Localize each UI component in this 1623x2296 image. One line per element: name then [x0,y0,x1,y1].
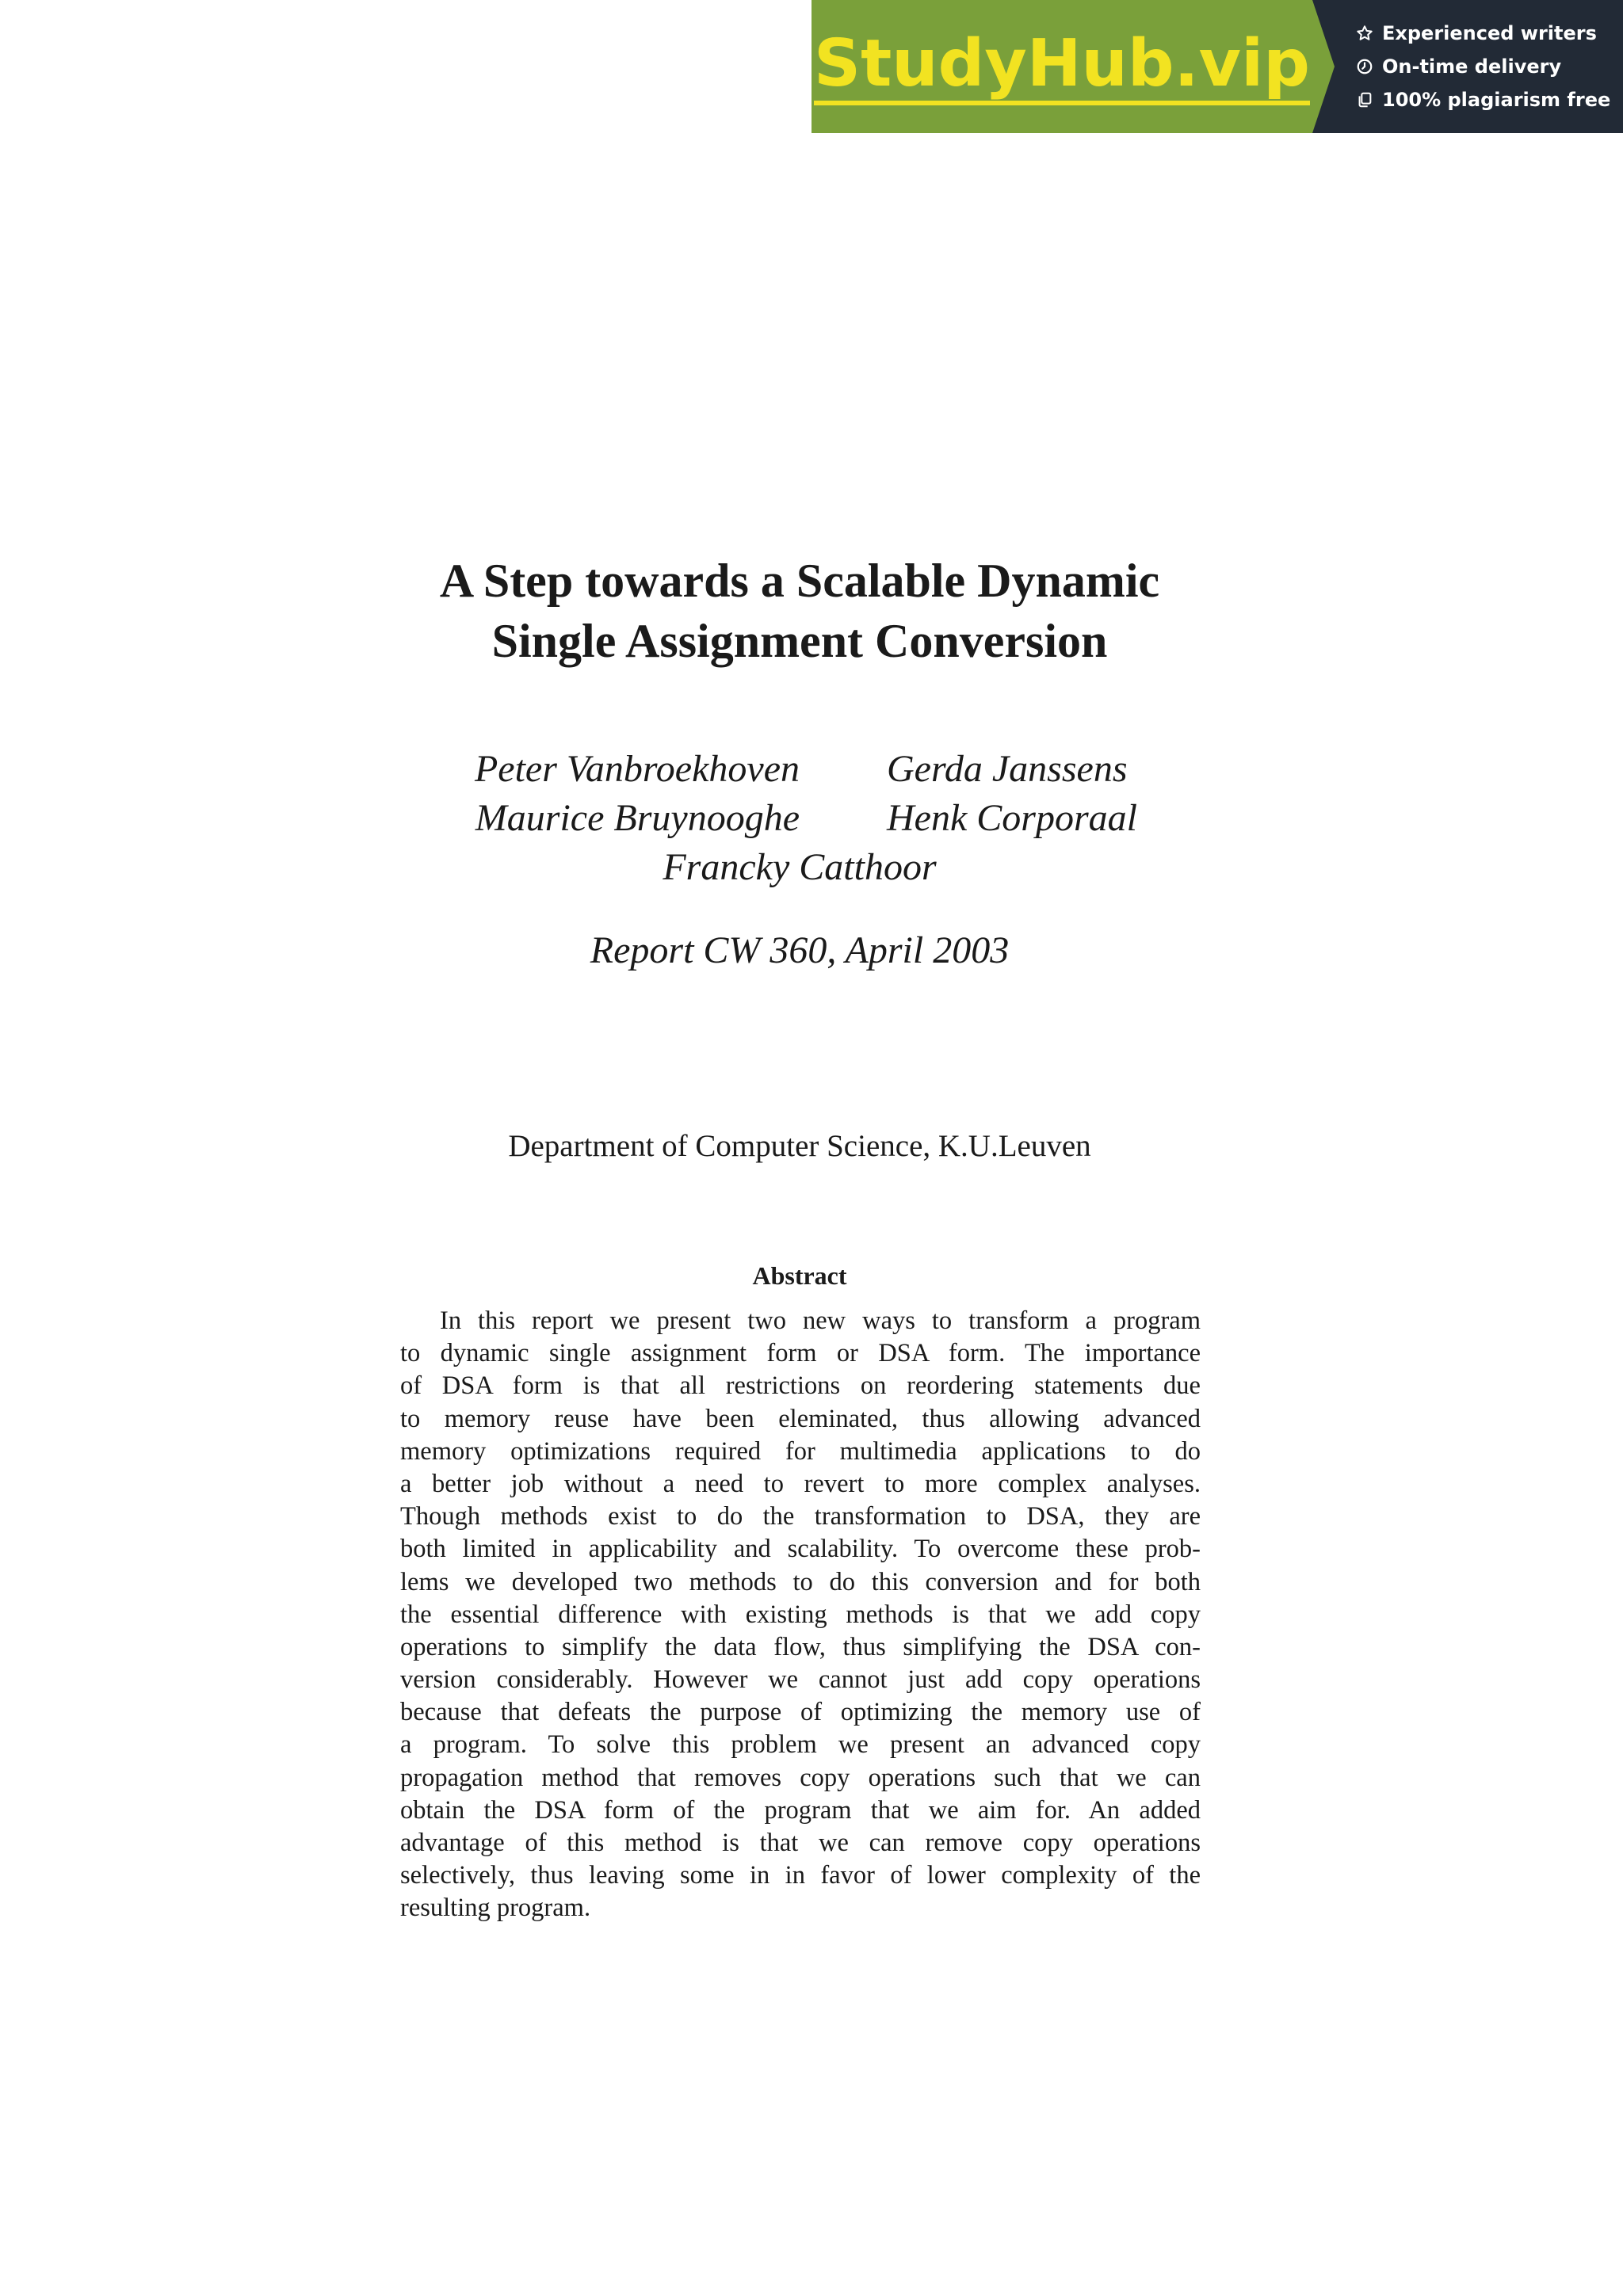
abstract-line: the essential difference with existing methods is that we add copy [400,1600,1201,1629]
abstract-line: to dynamic single assignment form or DSA form. The importance [400,1339,1201,1368]
feature-item [1355,21,1623,46]
abstract-line: lems we developed two methods to do this conversion and for both [400,1567,1201,1596]
star-outline-icon [1355,24,1374,43]
abstract-line: advantage of this method is that we can remove copy operations [400,1829,1201,1857]
abstract-line: because that defeats the purpose of optimizing the memory use of [400,1698,1201,1727]
author-list [0,745,1599,892]
title-line: A Step towards a Scalable Dynamic [439,555,1160,607]
copy-icon [1355,90,1374,109]
author-name: Henk Corporaal [887,797,1137,839]
author-name: Francky Catthoor [663,846,937,888]
department: Department of Computer Science, K.U.Leuven [508,1129,1091,1163]
feature-label: 100% plagiarism free [1382,89,1611,111]
feature-label: Experienced writers [1382,22,1597,44]
abstract-line: version considerably. However we cannot just add copy operations [400,1665,1201,1695]
abstract-line: Though methods exist to do the transformation to DSA, they are [400,1502,1201,1531]
author-name: Maurice Bruynooghe [475,797,800,839]
abstract-line: operations to simplify the data flow, thus simplifying the DSA con- [400,1632,1201,1661]
abstract-line: resulting program. [400,1894,591,1923]
report-number: Report CW 360, April 2003 [590,929,1010,971]
feature-item [1355,87,1623,113]
clock-icon [1355,57,1374,76]
title-line: Single Assignment Conversion [491,615,1108,667]
abstract-line: selectively, thus leaving some in in favor of lower complexity of the [400,1861,1201,1890]
brand-logo[interactable] [812,0,1312,133]
author-name: Peter Vanbroekhoven [474,748,800,790]
abstract-line: both limited in applicability and scalability. To overcome these prob- [400,1535,1201,1564]
abstract-line: obtain the DSA form of the program that we aim for. An added [400,1795,1201,1825]
abstract-line: of DSA form is that all restrictions on reordering statements due [400,1371,1201,1401]
feature-list [1312,0,1623,133]
feature-label: On-time delivery [1382,55,1562,78]
author-name: Gerda Janssens [887,748,1128,790]
abstract-line: propagation method that removes copy operations such that we can [400,1763,1201,1792]
feature-item [1355,54,1623,79]
abstract-line: to memory reuse have been eleminated, thus allowing advanced [400,1404,1201,1433]
promo-banner[interactable] [812,0,1623,133]
abstract-line: memory optimizations required for multimedia applications to do [400,1436,1201,1466]
author-row [0,745,1599,794]
abstract-line: In this report we present two new ways to transform a program [440,1306,1201,1335]
paper-title [0,551,1599,671]
abstract-body [400,1305,1201,1925]
abstract-line: a better job without a need to revert to more complex analyses. [400,1469,1201,1498]
abstract-line: a program. To solve this problem we present an advanced copy [400,1730,1201,1760]
abstract-heading: Abstract [752,1261,847,1290]
brand-name: StudyHub.vip [814,28,1310,105]
author-row [0,794,1599,843]
banner-divider [1312,0,1335,133]
author-row [0,843,1599,892]
